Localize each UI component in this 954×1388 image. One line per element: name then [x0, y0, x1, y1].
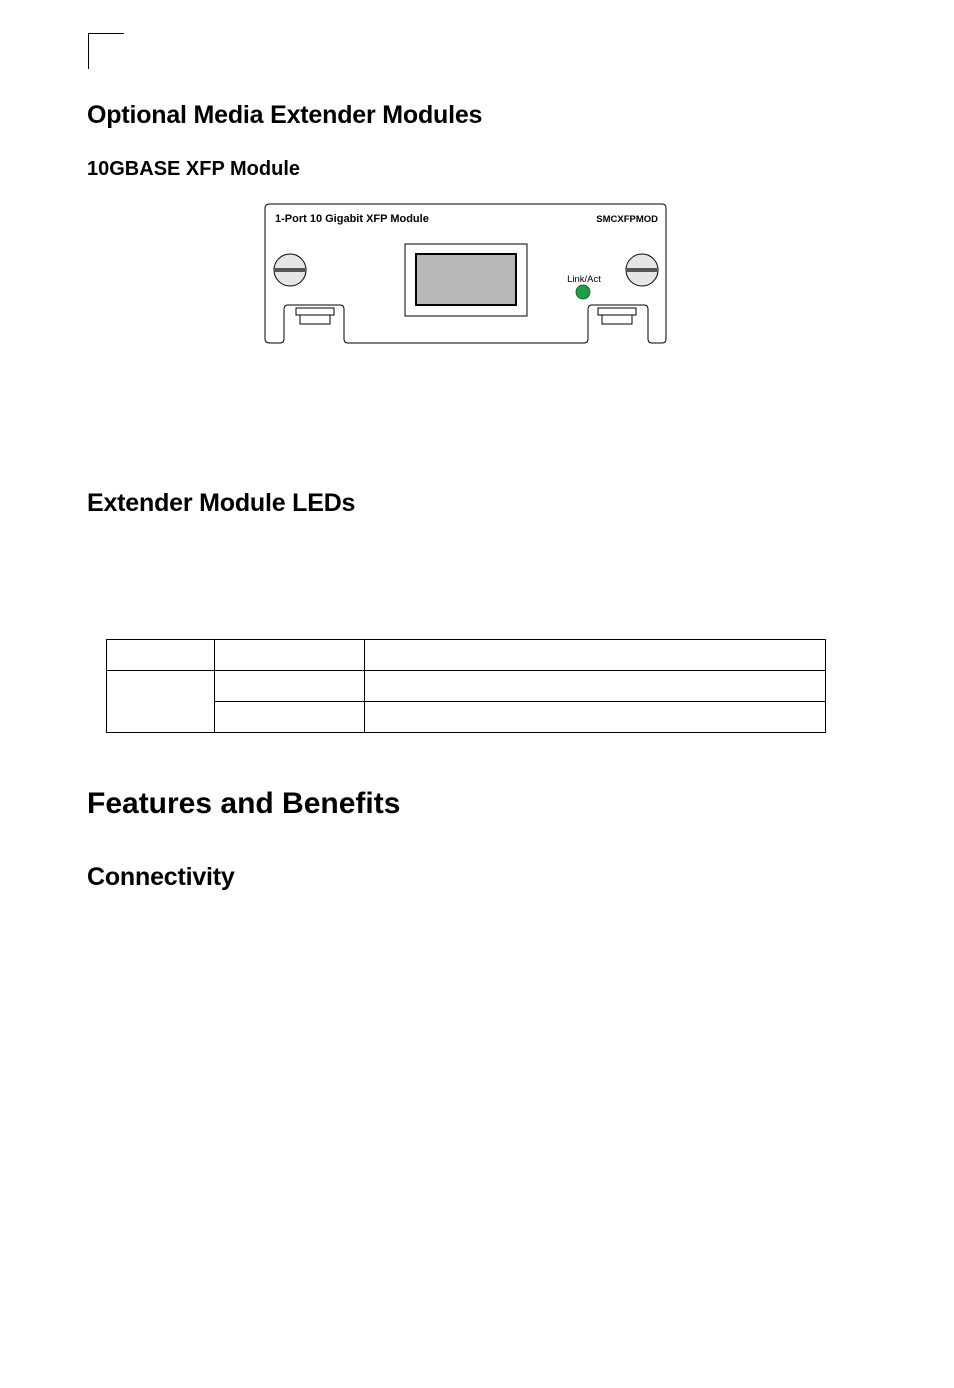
led-table-cell: [215, 702, 365, 733]
led-table-row: [107, 702, 826, 733]
led-table-header-row: [107, 640, 826, 671]
led-table-cell: [365, 671, 826, 702]
led-table-cell: [365, 702, 826, 733]
led-table-cell: [107, 640, 215, 671]
left-screw-icon: [274, 254, 306, 286]
led-table-row: [107, 671, 826, 702]
led-table-cell: [215, 671, 365, 702]
chapter-heading-features-benefits: Features and Benefits: [87, 787, 401, 820]
right-screw-slot: [626, 268, 658, 272]
xfp-port-opening: [416, 254, 516, 305]
led-table-cell: [215, 640, 365, 671]
xfp-module-figure: [264, 203, 668, 345]
link-act-led-label: Link/Act: [567, 274, 601, 285]
led-table-cell: [365, 640, 826, 671]
right-latch-icon: [598, 308, 636, 324]
led-table-cell: [107, 671, 215, 733]
link-act-led-icon: [576, 285, 590, 299]
page-corner-mark: [88, 33, 124, 69]
section-heading-connectivity: Connectivity: [87, 863, 235, 891]
xfp-port: [405, 244, 527, 316]
xfp-module-drawing: [264, 203, 668, 345]
module-model-label: SMCXFPMOD: [596, 214, 658, 225]
left-latch-icon: [296, 308, 334, 324]
section-heading-optional-modules: Optional Media Extender Modules: [87, 101, 483, 129]
module-title-label: 1-Port 10 Gigabit XFP Module: [275, 213, 429, 225]
left-screw-slot: [274, 268, 306, 272]
section-heading-extender-leds: Extender Module LEDs: [87, 489, 356, 517]
right-screw-icon: [626, 254, 658, 286]
subsection-heading-xfp-module: 10GBASE XFP Module: [87, 158, 301, 180]
led-table: [106, 639, 826, 733]
